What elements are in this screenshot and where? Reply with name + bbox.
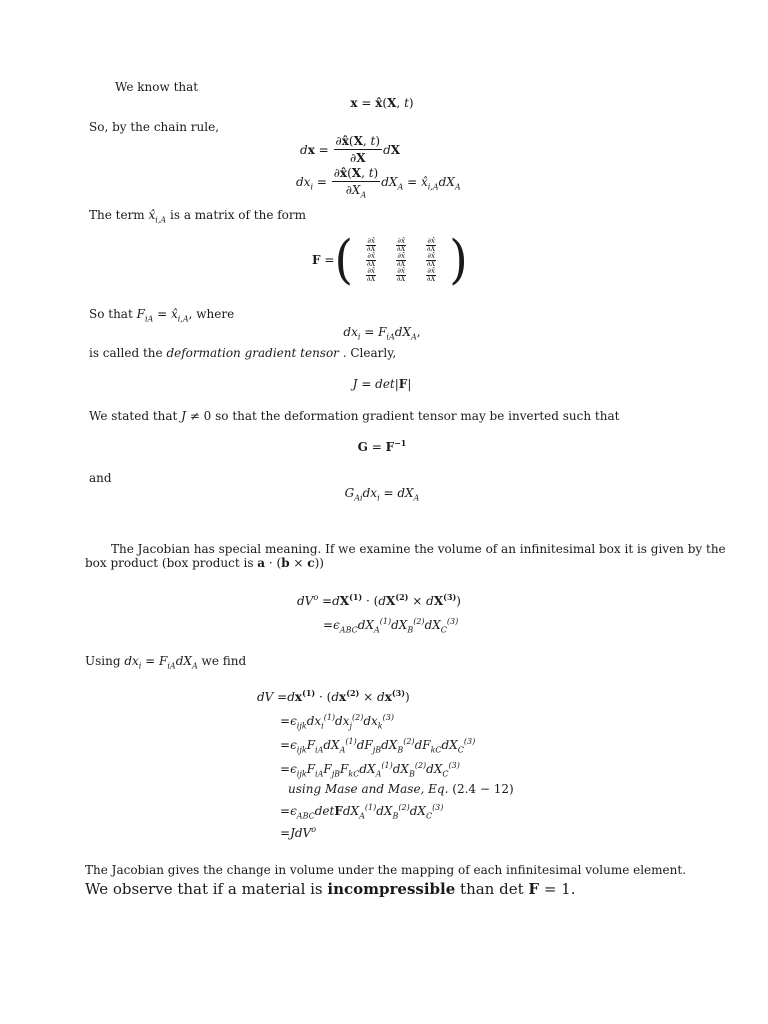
paragraph-and: and xyxy=(89,471,112,485)
paragraph-so-that: So that $F_{iA}$ = $x̂_{i,A}$, where xyxy=(89,307,235,324)
equation-dv-line4: $=\epsilon_{ijk}F_{iA}F_{jB}F_{kC}dX_A^{(1)}dX_B^{(2)}dX_C^{(3)}$ xyxy=(280,761,460,779)
paragraph-we-know: We know that xyxy=(115,80,199,94)
equation-matrix-f: F = ( ∂x̂ ∂X ∂x̂ ∂X ∂x̂ ∂X ∂x̂ ∂X ∂x̂ ∂X ∂x̂ ∂X ∂x̂ ∂X ∂x̂ ∂X ∂x̂ ∂X ) xyxy=(312,229,468,291)
equation-dx-f: $dx_i = F_{iA}dX_A$, xyxy=(343,325,421,342)
equation-dx-vector: dx = $\frac{\partial x̂(X, t)}{\partial X}$ dX xyxy=(300,134,401,165)
equation-dvo-line2: $=\epsilon_{ABC}dX_A^{(1)}dX_B^{(2)}dX_C^{(3)}$ xyxy=(323,617,459,635)
paragraph-the-term: The term $x̂_{i,A}$ is a matrix of the form xyxy=(89,208,307,225)
equation-dv-line2: $=\epsilon_{ijk}dx_i^{(1)}dx_j^{(2)}dx_k^{(3)}$ xyxy=(280,713,394,731)
equation-dv-reference: using Mase and Mase, Eq. (2.4 − 12) xyxy=(288,782,514,796)
equation-dv-line5: $=\epsilon_{ABC}detFdX_A^{(1)}dX_B^{(2)}dX_C^{(3)}$ xyxy=(280,803,444,821)
matrix-grid: ∂x̂ ∂X ∂x̂ ∂X ∂x̂ ∂X ∂x̂ ∂X ∂x̂ ∂X ∂x̂ ∂X ∂x̂ ∂X ∂x̂ ∂X ∂x̂ ∂X xyxy=(366,236,436,283)
equation-dvo-line1: $dV^o =dX^{(1)} \cdot (dX^{(2)} \times dX^{(3)})$ xyxy=(297,592,461,608)
equation-dv-line3: $=\epsilon_{ijk}F_{iA}dX_A^{(1)}dF_{jB}dX_B^{(2)}dF_{kC}dX_C^{(3)}$ xyxy=(280,737,476,755)
equation-x-mapping: x = x̂(X, t) xyxy=(350,96,414,110)
paragraph-we-stated: We stated that J ≠ 0 so that the deformation gradient tensor may be inverted such that xyxy=(89,409,620,423)
paragraph-jacobian-meaning-2: box product (box product is a · (b × c)) xyxy=(85,556,324,570)
paragraph-observe: We observe that if a material is incompressible than det F = 1. xyxy=(85,880,576,898)
equation-g-inverse: $G = F^{-1}$ xyxy=(357,438,407,454)
paragraph-jacobian-meaning-1: The Jacobian has special meaning. If we examine the volume of an infinitesimal box it is given by the xyxy=(111,542,726,556)
equation-g-dx: $G_{Ai}dx_i = dX_A$ xyxy=(344,486,420,503)
equation-dv-line6: =JdV$^o$ xyxy=(280,825,317,840)
equation-dx-component: $dx_i$ = $\frac{\partial x̂(X, t)}{\partial X_A}$ $dX_A$ = $x̂_{i,A}dX_A$ xyxy=(296,166,461,200)
paragraph-called: is called the deformation gradient tensor . Clearly, xyxy=(89,346,397,360)
paragraph-jacobian-gives: The Jacobian gives the change in volume under the mapping of each infinitesimal volume element. xyxy=(85,863,687,877)
equation-jacobian-det: J = det|F| xyxy=(352,377,412,391)
paragraph-chain-rule: So, by the chain rule, xyxy=(89,120,220,134)
equation-dv-line1: dV $=dx^{(1)} \cdot (dx^{(2)} \times dx^{(3)})$ xyxy=(257,688,410,704)
paragraph-using: Using $dx_i = F_{iA}dX_A$ we find xyxy=(85,654,247,671)
